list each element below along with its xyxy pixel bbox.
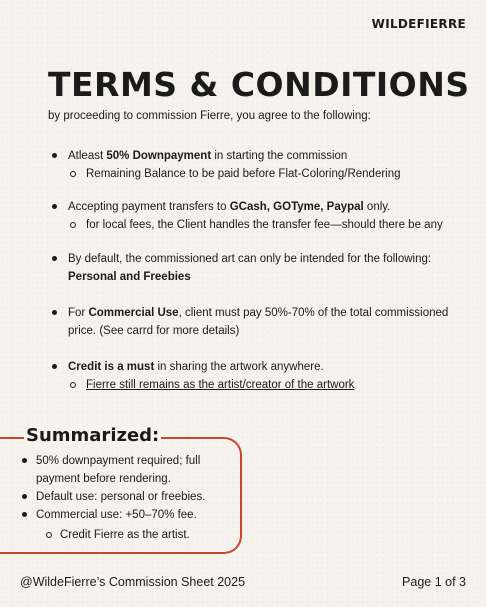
term-text: , client must pay 50%-70% of the total commissioned price. (See carrd for more details) [68,307,449,337]
term-subtext: Fierre still remains as the artist/creator of the artwork [86,379,355,391]
bullet-icon [22,458,27,463]
bullet-icon [52,364,57,369]
footer-credit: @WildeFierre’s Commission Sheet 2025 [20,575,246,589]
term-text: Accepting payment transfers to [68,201,230,213]
term-credit [52,358,462,394]
term-text: in starting the commission [211,150,348,162]
sub-bullet-icon [70,382,76,388]
page-number: Page 1 of 3 [402,575,466,589]
term-bold: Commercial Use [88,307,179,319]
summary-item-text: 50% downpayment required; full payment before rendering. [36,455,201,485]
bullet-icon [52,310,57,315]
term-bold: Personal and Freebies [68,271,191,283]
term-subitem [72,165,462,183]
summary-item [22,506,222,524]
term-bold: GCash, GOTyme, Paypal [229,201,364,213]
term-text: in sharing the artwork anywhere. [154,361,324,373]
term-bold: 50% Downpayment [106,150,212,162]
term-subtext: for local fees, the Client handles the transfer fee—should there be any [86,219,443,231]
bullet-icon [22,494,27,499]
term-subitem [72,216,462,234]
summary-item-text: Default use: personal or freebies. [36,491,206,503]
term-text: By default, the commissioned art can only be intended for the following: [68,253,432,265]
bullet-icon [52,204,57,209]
brand-logo-text: WILDEFIERRE [371,17,466,31]
summary-subitem [46,526,222,544]
term-payment-methods [52,198,462,234]
term-subitem [72,376,462,394]
summary-item-text: Commercial use: +50–70% fee. [36,509,197,521]
summary-list [22,452,222,544]
term-commercial-use [52,304,462,340]
term-subtext: Remaining Balance to be paid before Flat-Coloring/Rendering [86,168,401,180]
term-bold: Credit is a must [68,361,155,373]
summary-item [22,488,222,506]
term-default-use [52,250,462,286]
intro-text: by proceeding to commission Fierre, you agree to the following: [48,110,371,122]
bullet-icon [22,512,27,517]
sub-bullet-icon [46,532,52,538]
page-title: TERMS & CONDITIONS [48,65,470,104]
term-text: only. [363,201,391,213]
bullet-icon [52,256,57,261]
term-downpayment [52,147,462,183]
bullet-icon [52,153,57,158]
sub-bullet-icon [70,222,76,228]
sub-bullet-icon [70,171,76,177]
term-text: For [68,307,89,319]
summary-item [22,452,222,488]
summary-title: Summarized: [26,425,160,446]
term-text: Atleast [68,150,107,162]
summary-subitem-text: Credit Fierre as the artist. [60,529,190,541]
